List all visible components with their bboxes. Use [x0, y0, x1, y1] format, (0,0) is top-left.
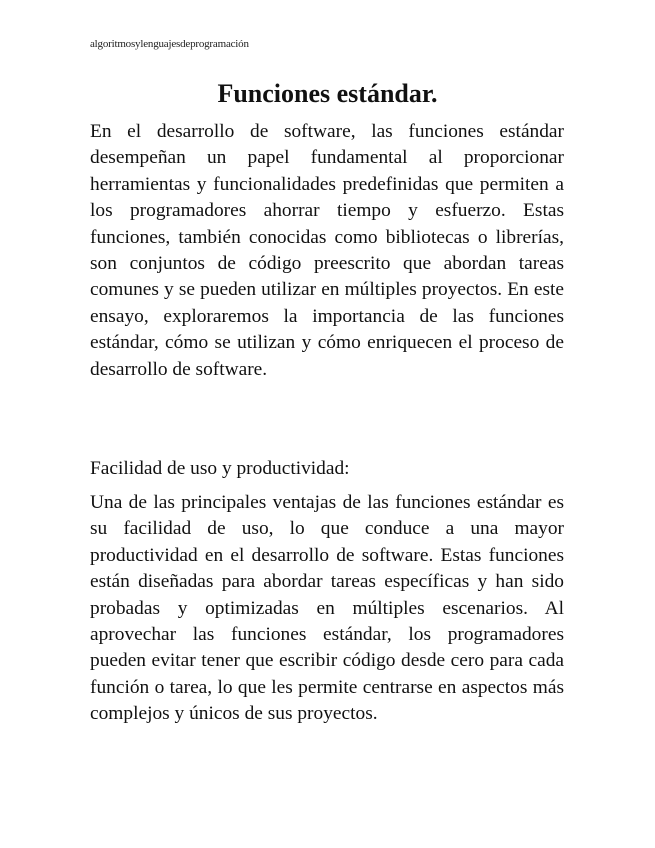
- section-paragraph: Una de las principales ventajas de las funciones estándar es su facilidad de uso, lo que conduce a una mayor productividad en el desarrollo de software. Estas funciones están diseñadas para abordar tareas específicas y han sido probadas y optimizadas en múltiples escenarios. Al aprovechar las funciones estándar, los programadores pueden evitar tener que escribir código desde cero para cada función o tarea, lo que les permite centrarse en aspectos más complejos y únicos de sus proyectos.: [90, 492, 564, 725]
- running-header: algoritmosylenguajesdeprogramación: [90, 38, 249, 50]
- section-heading: Facilidad de uso y productividad:: [90, 458, 350, 479]
- page-title: Funciones estándar.: [217, 79, 438, 108]
- intro-paragraph: En el desarrollo de software, las funciones estándar desempeñan un papel fundamental al proporcionar herramientas y funcionalidades predefinidas que permiten a los programadores ahorrar tiempo y esfuerzo. Estas funciones, también conocidas como bibliotecas o librerías, son conjuntos de código preescrito que abordan tareas comunes y se pueden utilizar en múltiples proyectos. En este ensayo, exploraremos la importancia de las funciones estándar, cómo se utilizan y cómo enriquecen el proceso de desarrollo de software.: [90, 121, 564, 380]
